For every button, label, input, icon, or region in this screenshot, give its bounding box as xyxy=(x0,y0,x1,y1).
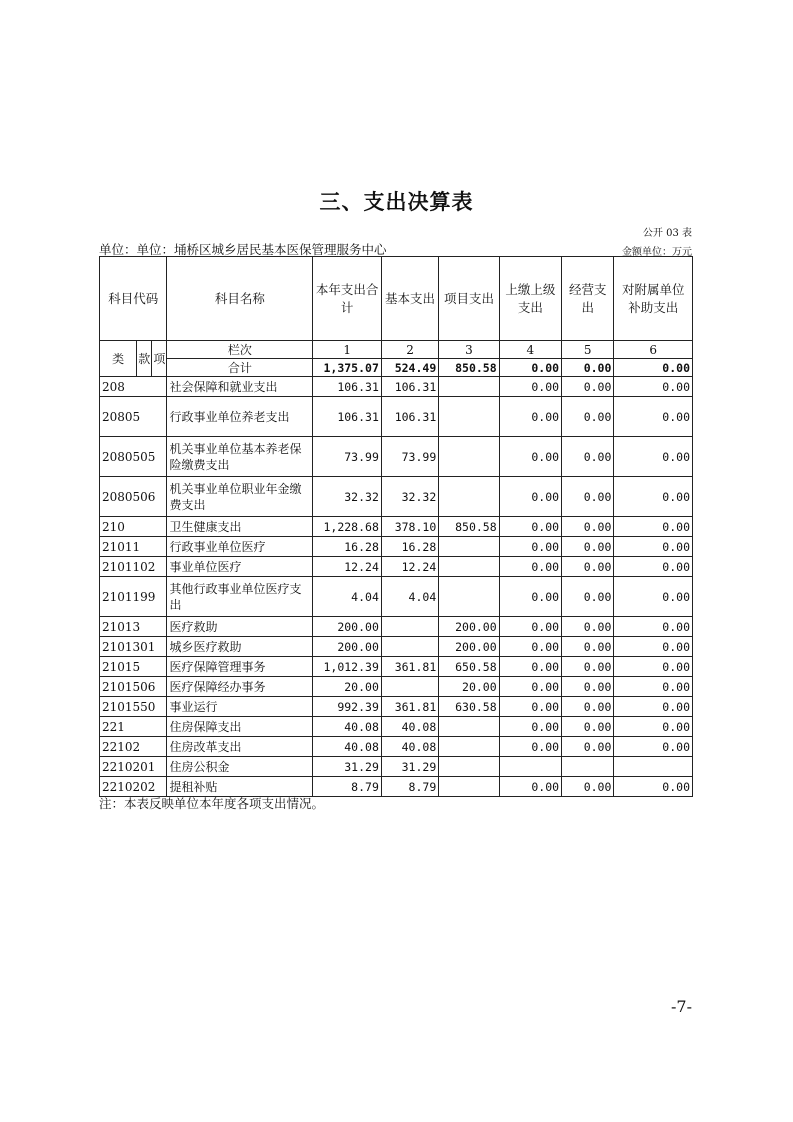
row-basic: 361.81 xyxy=(381,657,438,677)
header-total: 本年支出合计 xyxy=(313,257,381,341)
table-row xyxy=(100,517,693,537)
row-basic: 16.28 xyxy=(381,537,438,557)
total-total: 1,375.07 xyxy=(313,359,381,377)
table-row xyxy=(100,717,693,737)
row-subsidy: 0.00 xyxy=(614,557,693,577)
row-business: 0.00 xyxy=(562,737,614,757)
row-subsidy: 0.00 xyxy=(614,657,693,677)
row-code: 21015 xyxy=(100,657,167,677)
row-basic xyxy=(381,637,438,657)
row-business: 0.00 xyxy=(562,397,614,437)
page-number: -7- xyxy=(671,997,692,1016)
row-name: 住房公积金 xyxy=(167,757,313,777)
row-business: 0.00 xyxy=(562,537,614,557)
table-row xyxy=(100,397,693,437)
row-name: 事业运行 xyxy=(167,697,313,717)
row-subsidy: 0.00 xyxy=(614,517,693,537)
row-project xyxy=(439,737,499,757)
table-row xyxy=(100,437,693,477)
row-code: 2101102 xyxy=(100,557,167,577)
col-num: 1 xyxy=(313,341,381,359)
col-num: 3 xyxy=(439,341,499,359)
row-subsidy: 0.00 xyxy=(614,397,693,437)
row-total: 20.00 xyxy=(313,677,381,697)
header-code: 科目代码 xyxy=(100,257,167,341)
row-basic xyxy=(381,677,438,697)
table-row xyxy=(100,677,693,697)
header-upper: 上缴上级支出 xyxy=(499,257,561,341)
header-name: 科目名称 xyxy=(167,257,313,341)
row-code: 2101550 xyxy=(100,697,167,717)
row-upper: 0.00 xyxy=(499,697,561,717)
col-num: 5 xyxy=(562,341,614,359)
row-name: 医疗保障经办事务 xyxy=(167,677,313,697)
header-xiang: 项 xyxy=(152,341,167,377)
row-name: 事业单位医疗 xyxy=(167,557,313,577)
row-name: 住房保障支出 xyxy=(167,717,313,737)
row-code: 2101301 xyxy=(100,637,167,657)
row-project: 850.58 xyxy=(439,517,499,537)
row-total: 106.31 xyxy=(313,397,381,437)
row-upper xyxy=(499,757,561,777)
row-code: 20805 xyxy=(100,397,167,437)
row-project xyxy=(439,717,499,737)
row-basic: 106.31 xyxy=(381,397,438,437)
header-lanci: 栏次 xyxy=(167,341,313,359)
row-upper: 0.00 xyxy=(499,637,561,657)
row-project xyxy=(439,477,499,517)
total-upper: 0.00 xyxy=(499,359,561,377)
row-basic: 106.31 xyxy=(381,377,438,397)
row-business: 0.00 xyxy=(562,437,614,477)
table-row xyxy=(100,557,693,577)
table-row xyxy=(100,617,693,637)
row-upper: 0.00 xyxy=(499,437,561,477)
unit-label: 单位：单位：埇桥区城乡居民基本医保管理服务中心 xyxy=(99,242,387,257)
row-project xyxy=(439,557,499,577)
row-upper: 0.00 xyxy=(499,537,561,557)
row-subsidy: 0.00 xyxy=(614,737,693,757)
row-name: 行政事业单位养老支出 xyxy=(167,397,313,437)
row-total: 1,012.39 xyxy=(313,657,381,677)
row-name: 卫生健康支出 xyxy=(167,517,313,537)
table-row xyxy=(100,737,693,757)
row-subsidy: 0.00 xyxy=(614,717,693,737)
table-row xyxy=(100,697,693,717)
row-upper: 0.00 xyxy=(499,517,561,537)
row-upper: 0.00 xyxy=(499,397,561,437)
row-subsidy: 0.00 xyxy=(614,437,693,477)
row-upper: 0.00 xyxy=(499,717,561,737)
row-basic: 40.08 xyxy=(381,737,438,757)
header-subsidy: 对附属单位补助支出 xyxy=(614,257,693,341)
row-business: 0.00 xyxy=(562,657,614,677)
row-total: 992.39 xyxy=(313,697,381,717)
row-total: 1,228.68 xyxy=(313,517,381,537)
row-project xyxy=(439,757,499,777)
row-name: 城乡医疗救助 xyxy=(167,637,313,657)
row-name: 医疗救助 xyxy=(167,617,313,637)
row-subsidy: 0.00 xyxy=(614,777,693,797)
money-unit-label: 金额单位：万元 xyxy=(622,247,692,258)
row-business: 0.00 xyxy=(562,377,614,397)
expenditure-table xyxy=(99,256,693,797)
row-name: 机关事业单位基本养老保险缴费支出 xyxy=(167,437,313,477)
row-total: 73.99 xyxy=(313,437,381,477)
table-row xyxy=(100,477,693,517)
row-code: 2101506 xyxy=(100,677,167,697)
row-upper: 0.00 xyxy=(499,737,561,757)
row-code: 2080505 xyxy=(100,437,167,477)
row-code: 2101199 xyxy=(100,577,167,617)
row-business: 0.00 xyxy=(562,717,614,737)
header-basic: 基本支出 xyxy=(381,257,438,341)
row-name: 医疗保障管理事务 xyxy=(167,657,313,677)
total-row xyxy=(100,359,693,377)
column-number-row xyxy=(100,341,693,359)
row-project: 20.00 xyxy=(439,677,499,697)
row-basic: 4.04 xyxy=(381,577,438,617)
row-project: 650.58 xyxy=(439,657,499,677)
total-project: 850.58 xyxy=(439,359,499,377)
row-basic: 361.81 xyxy=(381,697,438,717)
row-basic: 73.99 xyxy=(381,437,438,477)
table-note: 注：本表反映单位本年度各项支出情况。 xyxy=(99,796,325,811)
row-business: 0.00 xyxy=(562,557,614,577)
total-basic: 524.49 xyxy=(381,359,438,377)
header-kuan: 款 xyxy=(137,341,152,377)
row-name: 其他行政事业单位医疗支出 xyxy=(167,577,313,617)
row-upper: 0.00 xyxy=(499,577,561,617)
row-name: 提租补贴 xyxy=(167,777,313,797)
row-upper: 0.00 xyxy=(499,557,561,577)
row-business: 0.00 xyxy=(562,777,614,797)
row-subsidy: 0.00 xyxy=(614,477,693,517)
row-total: 8.79 xyxy=(313,777,381,797)
row-project: 200.00 xyxy=(439,637,499,657)
header-project: 项目支出 xyxy=(439,257,499,341)
row-business xyxy=(562,757,614,777)
total-subsidy: 0.00 xyxy=(614,359,693,377)
header-business: 经营支出 xyxy=(562,257,614,341)
row-basic: 8.79 xyxy=(381,777,438,797)
row-subsidy: 0.00 xyxy=(614,577,693,617)
row-code: 208 xyxy=(100,377,167,397)
table-row xyxy=(100,657,693,677)
row-basic: 12.24 xyxy=(381,557,438,577)
row-code: 2080506 xyxy=(100,477,167,517)
table-row xyxy=(100,537,693,557)
row-project xyxy=(439,437,499,477)
row-total: 12.24 xyxy=(313,557,381,577)
row-subsidy: 0.00 xyxy=(614,677,693,697)
row-project xyxy=(439,397,499,437)
row-upper: 0.00 xyxy=(499,777,561,797)
row-project xyxy=(439,537,499,557)
row-business: 0.00 xyxy=(562,517,614,537)
row-project: 200.00 xyxy=(439,617,499,637)
row-basic: 32.32 xyxy=(381,477,438,517)
row-total: 31.29 xyxy=(313,757,381,777)
row-subsidy: 0.00 xyxy=(614,377,693,397)
row-upper: 0.00 xyxy=(499,617,561,637)
row-code: 2210201 xyxy=(100,757,167,777)
table-row xyxy=(100,577,693,617)
row-business: 0.00 xyxy=(562,697,614,717)
row-business: 0.00 xyxy=(562,677,614,697)
row-total: 32.32 xyxy=(313,477,381,517)
col-num: 4 xyxy=(499,341,561,359)
row-basic: 40.08 xyxy=(381,717,438,737)
col-num: 6 xyxy=(614,341,693,359)
row-project xyxy=(439,777,499,797)
row-basic: 378.10 xyxy=(381,517,438,537)
row-total: 16.28 xyxy=(313,537,381,557)
row-upper: 0.00 xyxy=(499,677,561,697)
row-total: 200.00 xyxy=(313,637,381,657)
row-project: 630.58 xyxy=(439,697,499,717)
row-business: 0.00 xyxy=(562,477,614,517)
row-business: 0.00 xyxy=(562,637,614,657)
row-name: 住房改革支出 xyxy=(167,737,313,757)
row-code: 210 xyxy=(100,517,167,537)
row-total: 106.31 xyxy=(313,377,381,397)
row-name: 行政事业单位医疗 xyxy=(167,537,313,557)
row-total: 4.04 xyxy=(313,577,381,617)
row-upper: 0.00 xyxy=(499,657,561,677)
table-row xyxy=(100,377,693,397)
row-subsidy: 0.00 xyxy=(614,637,693,657)
row-code: 21011 xyxy=(100,537,167,557)
header-lei: 类 xyxy=(100,341,137,377)
row-business: 0.00 xyxy=(562,617,614,637)
col-num: 2 xyxy=(381,341,438,359)
row-code: 2210202 xyxy=(100,777,167,797)
row-project xyxy=(439,577,499,617)
total-business: 0.00 xyxy=(562,359,614,377)
total-label: 合计 xyxy=(167,359,313,377)
row-subsidy xyxy=(614,757,693,777)
row-code: 21013 xyxy=(100,617,167,637)
row-basic: 31.29 xyxy=(381,757,438,777)
row-subsidy: 0.00 xyxy=(614,697,693,717)
row-subsidy: 0.00 xyxy=(614,617,693,637)
row-code: 22102 xyxy=(100,737,167,757)
row-subsidy: 0.00 xyxy=(614,537,693,557)
header-row xyxy=(100,257,693,341)
table-row xyxy=(100,637,693,657)
row-upper: 0.00 xyxy=(499,377,561,397)
row-total: 200.00 xyxy=(313,617,381,637)
page-title: 三、支出决算表 xyxy=(319,189,474,214)
row-name: 机关事业单位职业年金缴费支出 xyxy=(167,477,313,517)
row-total: 40.08 xyxy=(313,737,381,757)
form-number: 公开 03 表 xyxy=(642,228,692,239)
row-basic xyxy=(381,617,438,637)
table-row xyxy=(100,757,693,777)
row-total: 40.08 xyxy=(313,717,381,737)
row-name: 社会保障和就业支出 xyxy=(167,377,313,397)
row-code: 221 xyxy=(100,717,167,737)
row-business: 0.00 xyxy=(562,577,614,617)
row-project xyxy=(439,377,499,397)
row-upper: 0.00 xyxy=(499,477,561,517)
